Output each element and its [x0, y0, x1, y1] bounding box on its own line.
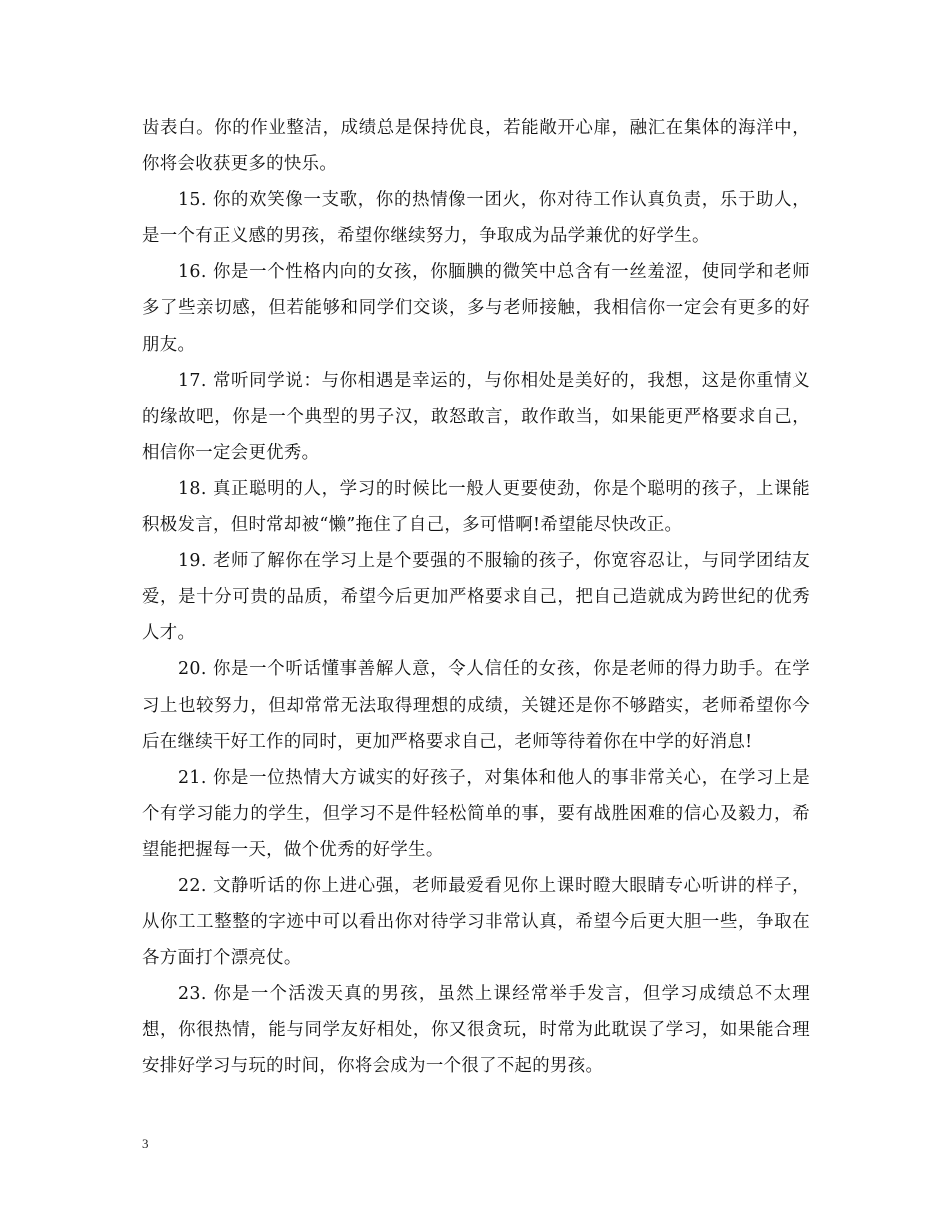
page-number: 3 — [142, 1136, 149, 1151]
paragraph-22: 22. 文静听话的你上进心强，老师最爱看见你上课时瞪大眼睛专心听讲的样子，从你工工整整的字迹中可以看出你对待学习非常认真，希望今后更大胆一些，争取在各方面打个漂亮仗。 — [142, 875, 810, 969]
paragraph-17: 17. 常听同学说：与你相遇是幸运的，与你相处是美好的，我想，这是你重情义的缘故吧，你是一个典型的男子汉，敢怒敢言，敢作敢当，如果能更严格要求自己，相信你一定会更优秀。 — [142, 370, 810, 463]
paragraph-19: 19. 老师了解你在学习上是个要强的不服输的孩子，你宽容忍让，与同学团结友爱，是十分可贵的品质，希望今后更加严格要求自己，把自己造就成为跨世纪的优秀人才。 — [142, 551, 810, 644]
paragraph-16: 16. 你是一个性格内向的女孩，你腼腆的微笑中总含有一丝羞涩，使同学和老师多了些亲切感，但若能够和同学们交谈，多与老师接触，我相信你一定会有更多的好朋友。 — [142, 262, 810, 355]
paragraph-23: 23. 你是一个活泼天真的男孩，虽然上课经常举手发言，但学习成绩总不太理想，你很热情，能与同学友好相处，你又很贪玩，时常为此耽误了学习，如果能合理安排好学习与玩的时间，你将会成为一个很了不起的男孩。 — [142, 984, 810, 1077]
paragraph-20: 20. 你是一个听话懂事善解人意，令人信任的女孩，你是老师的得力助手。在学习上也较努力，但却常常无法取得理想的成绩，关键还是你不够踏实，老师希望你今后在继续干好工作的同时，更加严格要求自己，老师等待着你在中学的好消息! — [142, 659, 810, 752]
paragraph-15: 15. 你的欢笑像一支歌，你的热情像一团火，你对待工作认真负责，乐于助人，是一个有正义感的男孩，希望你继续努力，争取成为品学兼优的好学生。 — [142, 190, 810, 247]
paragraph-21: 21. 你是一位热情大方诚实的好孩子，对集体和他人的事非常关心，在学习上是个有学习能力的学生，但学习不是件轻松简单的事，要有战胜困难的信心及毅力，希望能把握每一天，做个优秀的好学生。 — [142, 767, 810, 860]
paragraph-18: 18. 真正聪明的人，学习的时候比一般人更要使劲，你是个聪明的孩子，上课能积极发言，但时常却被“懒”拖住了自己，多可惜啊!希望能尽快改正。 — [142, 478, 810, 536]
document-body — [142, 110, 810, 1085]
paragraph-continued: 齿表白。你的作业整洁，成绩总是保持优良，若能敞开心扉，融汇在集体的海洋中，你将会收获更多的快乐。 — [142, 118, 810, 175]
